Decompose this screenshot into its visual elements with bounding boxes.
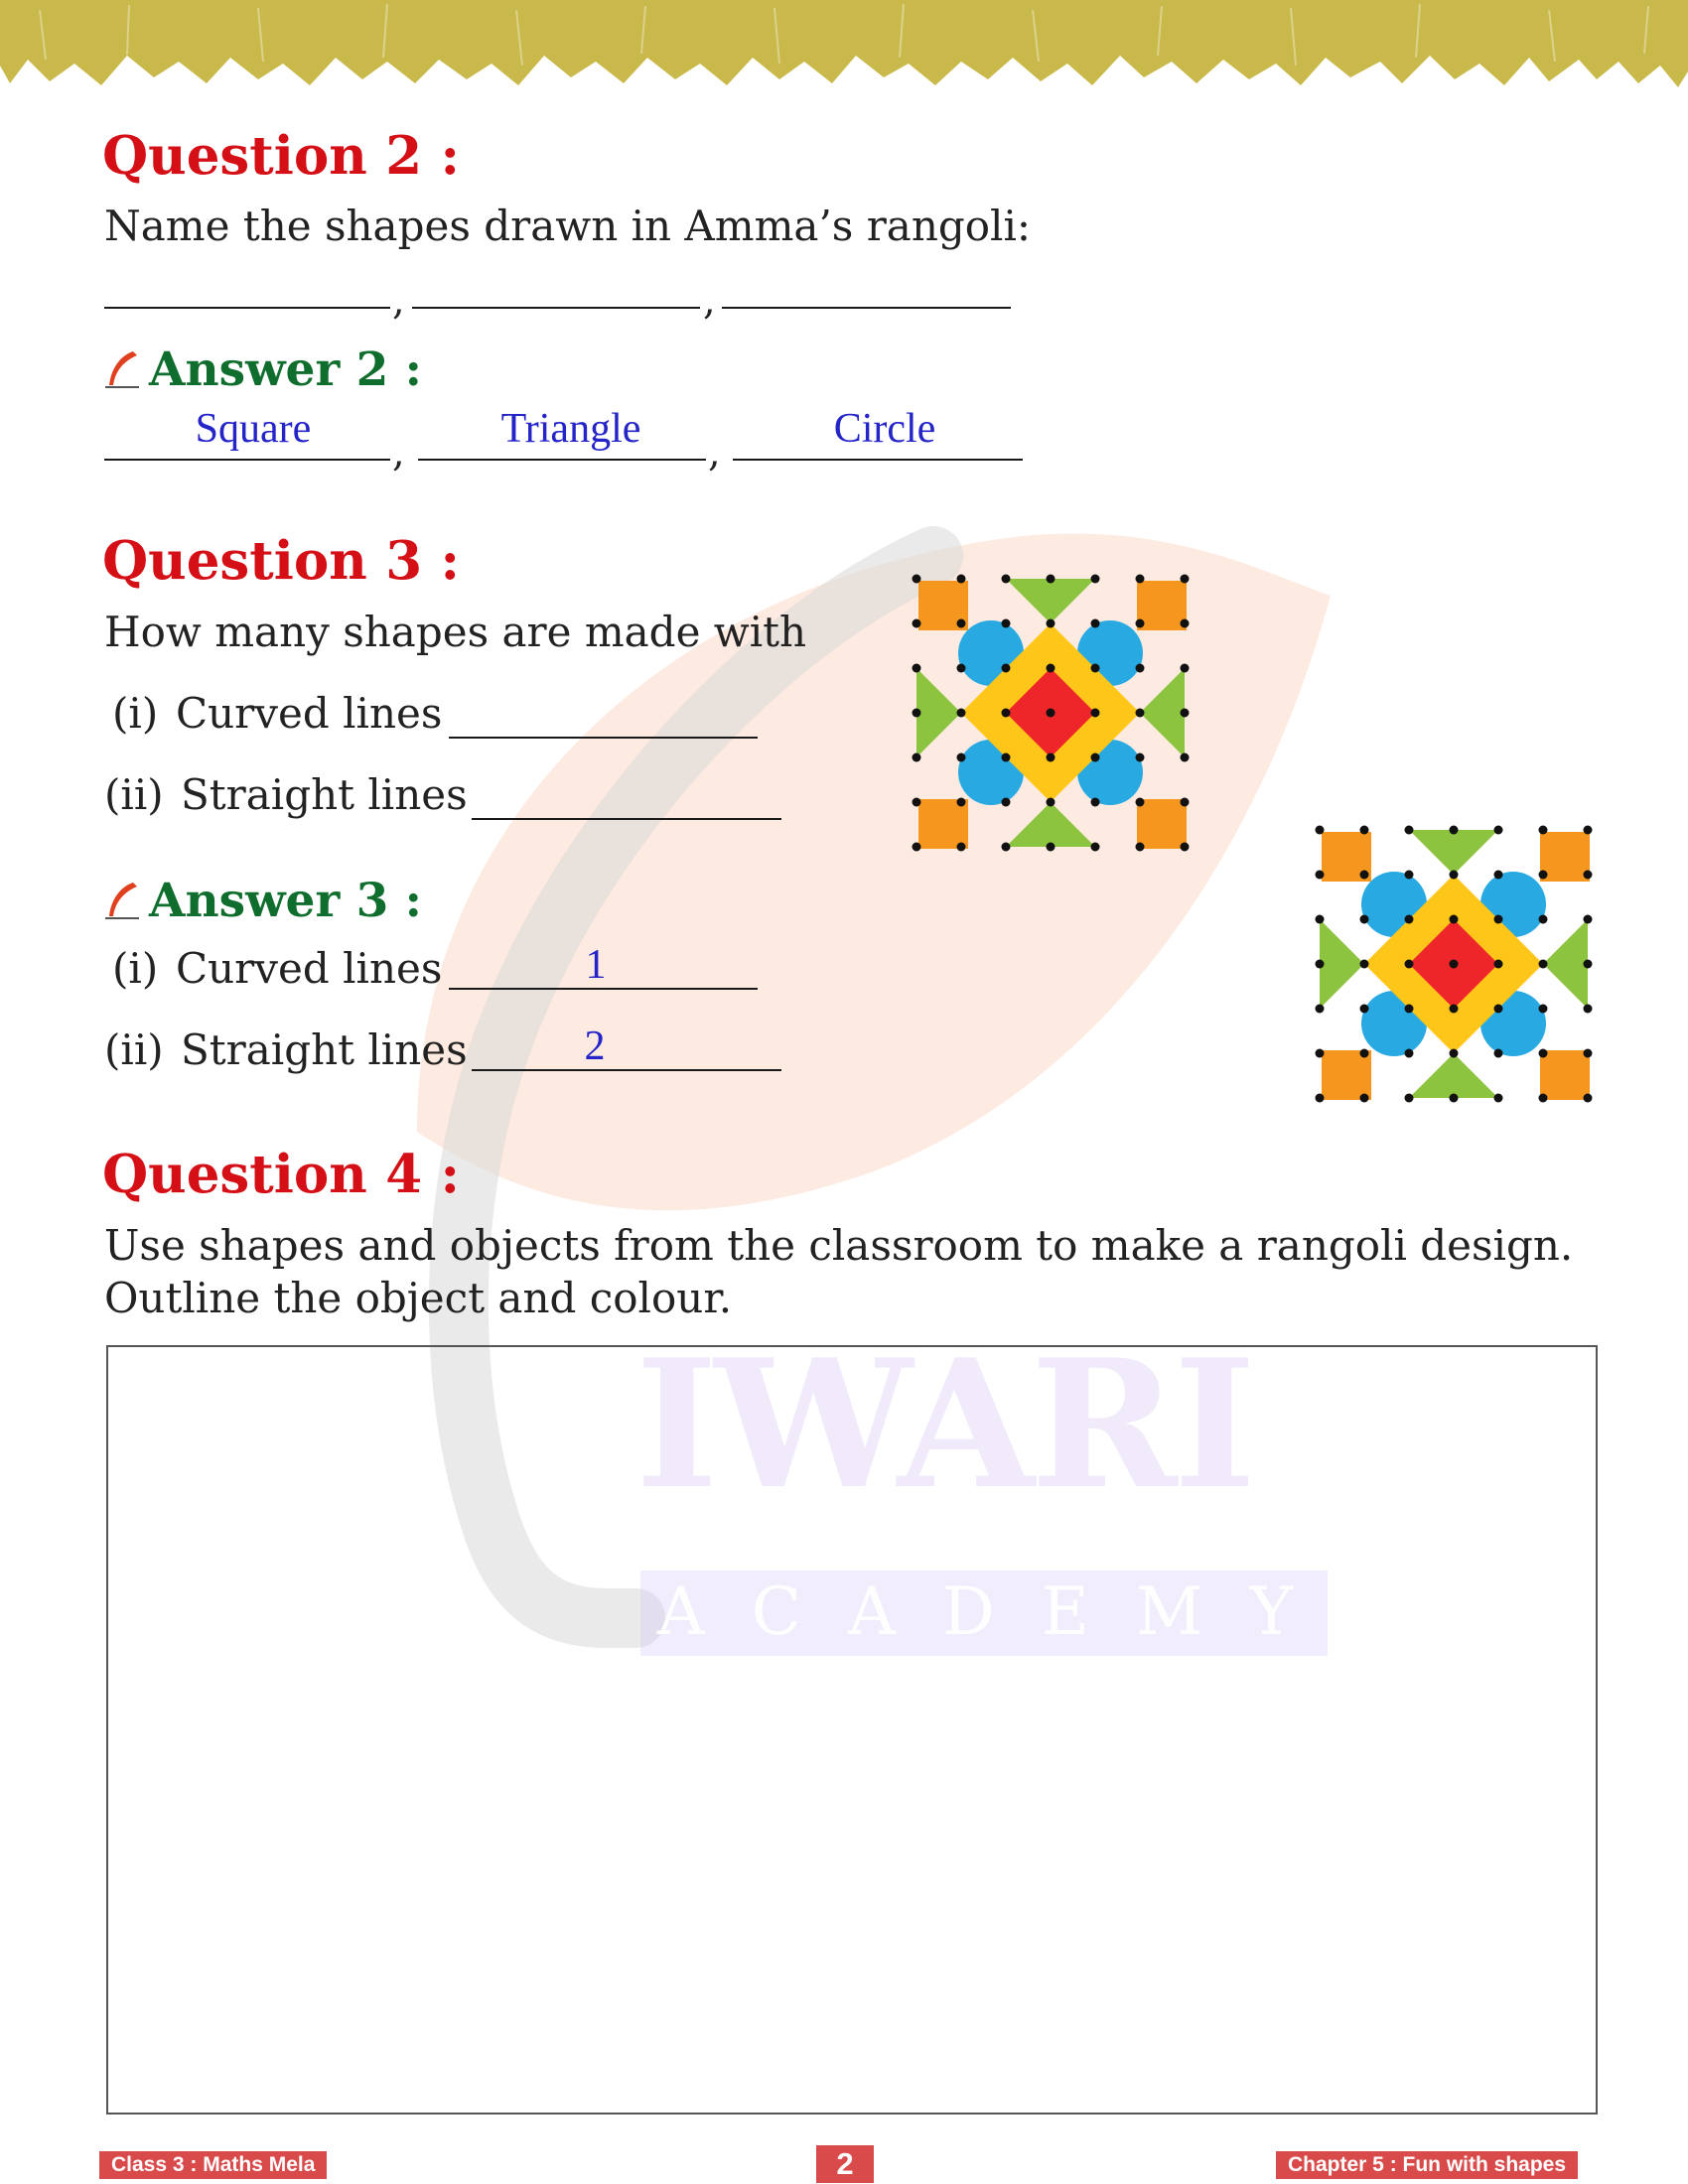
watermark-title: IWARI [635,1320,1253,1528]
rangoli-dot [1091,798,1100,807]
rangoli-dot [1539,960,1548,969]
question-2-text: Name the shapes drawn in Amma’s rangoli: [104,202,1032,250]
rangoli-dot [957,798,966,807]
question-3-item-2-label: (ii) [104,770,164,819]
rangoli-dot [1316,1005,1325,1014]
rangoli-dot [1091,619,1100,628]
footer-chapter-label: Chapter 5 : Fun with shapes [1276,2151,1578,2179]
rangoli-dot [913,753,921,762]
rangoli-dot [1450,871,1459,880]
rangoli-dot [1181,664,1190,673]
rangoli-dot [1136,753,1145,762]
rangoli-dot [957,709,966,718]
rangoli-triangle [1409,1053,1498,1098]
answer-3-line-2 [472,1069,781,1071]
rangoli-dot [1360,826,1369,835]
rangoli-dot [913,843,921,852]
rangoli-dot [1584,960,1593,969]
question-3-item-1-text: Curved lines [176,689,443,738]
answer-3-item-1-label: (i) [112,944,159,993]
rangoli-dot [1360,1094,1369,1103]
rangoli-dot [1539,871,1548,880]
rangoli-triangle [1543,919,1588,1009]
answer-2-line-1 [104,459,390,461]
rangoli-illustration-1 [897,559,1204,867]
rangoli-dot [1584,1005,1593,1014]
rangoli-dot [913,709,921,718]
answer-2-value-2: Triangle [500,406,641,452]
question-2-title: Question 2 : [102,125,461,187]
rangoli-triangle [1140,668,1185,757]
rangoli-dot [1091,709,1100,718]
answer-3-item-1-text: Curved lines [176,944,443,993]
rangoli-dot [1584,915,1593,924]
rangoli-dot [1136,843,1145,852]
pen-icon [103,349,141,389]
rangoli-dot [1136,575,1145,584]
rangoli-dot [1316,1049,1325,1058]
rangoli-dot [1316,871,1325,880]
question-2-blank-1 [104,307,390,309]
rangoli-dot [1450,915,1459,924]
rangoli-dot [957,619,966,628]
rangoli-dot [1539,1005,1548,1014]
rangoli-dot [1047,753,1055,762]
answer-2-title: Answer 2 : [149,342,423,397]
question-3-blank-2 [472,818,781,820]
rangoli-dot [1091,575,1100,584]
rangoli-dot [1405,1049,1414,1058]
rangoli-dot [1584,1049,1593,1058]
rangoli-dot [913,619,921,628]
rangoli-dot [1002,843,1011,852]
rangoli-square [918,799,968,849]
rangoli-dot [1494,826,1503,835]
rangoli-dot [1181,843,1190,852]
comma: , [703,278,716,324]
pen-icon [103,881,141,920]
rangoli-dot [1405,915,1414,924]
answer-2-line-3 [733,459,1023,461]
rangoli-dot [1360,1005,1369,1014]
footer-class-label: Class 3 : Maths Mela [99,2151,327,2179]
answer-3-value-2: 2 [584,1024,606,1069]
rangoli-dot [1405,1094,1414,1103]
top-brush-band [0,0,1688,99]
comma: , [392,278,405,324]
rangoli-dot [1494,960,1503,969]
page-number: 2 [816,2145,874,2183]
rangoli-dot [1360,960,1369,969]
rangoli-dot [1136,709,1145,718]
rangoli-dot [1047,575,1055,584]
rangoli-square [1137,581,1187,630]
rangoli-dot [1450,1094,1459,1103]
drawing-area-box[interactable] [106,1345,1598,2115]
rangoli-triangle [1006,579,1095,623]
question-3-title: Question 3 : [102,530,461,592]
rangoli-dot [1091,664,1100,673]
answer-2-value-3: Circle [833,406,936,452]
rangoli-dot [1047,798,1055,807]
rangoli-dot [1316,960,1325,969]
rangoli-square [1322,1050,1371,1100]
rangoli-dot [957,843,966,852]
question-2-blank-2 [412,307,700,309]
answer-3-item-2-text: Straight lines [181,1025,468,1074]
rangoli-dot [913,575,921,584]
rangoli-dot [1047,619,1055,628]
question-4-text-line-2: Outline the object and colour. [104,1274,733,1322]
rangoli-dot [1181,575,1190,584]
rangoli-dot [1584,826,1593,835]
rangoli-dot [1136,664,1145,673]
answer-3-line-1 [449,988,758,990]
rangoli-dot [1316,915,1325,924]
rangoli-dot [957,753,966,762]
rangoli-square [1137,799,1187,849]
rangoli-dot [1360,871,1369,880]
rangoli-triangle [1006,802,1095,847]
rangoli-dot [1539,1049,1548,1058]
rangoli-dot [1091,753,1100,762]
rangoli-dot [957,575,966,584]
question-3-text: How many shapes are made with [104,608,807,656]
rangoli-dot [1584,871,1593,880]
rangoli-dot [957,664,966,673]
question-3-item-2-text: Straight lines [181,770,468,819]
rangoli-dot [1360,1049,1369,1058]
rangoli-dot [1002,619,1011,628]
rangoli-dot [1181,619,1190,628]
rangoli-dot [913,798,921,807]
rangoli-dot [1002,575,1011,584]
rangoli-dot [1494,1049,1503,1058]
rangoli-dot [1316,1094,1325,1103]
answer-2-line-2 [418,459,706,461]
rangoli-dot [1091,843,1100,852]
rangoli-dot [1539,915,1548,924]
answer-2-value-1: Square [195,406,312,452]
question-3-blank-1 [449,737,758,739]
rangoli-dot [1539,826,1548,835]
rangoli-dot [1405,826,1414,835]
rangoli-dot [1539,1094,1548,1103]
rangoli-dot [1405,1005,1414,1014]
rangoli-triangle [1320,919,1364,1009]
rangoli-dot [1316,826,1325,835]
question-2-blank-3 [722,307,1011,309]
rangoli-dot [1181,798,1190,807]
rangoli-dot [1494,1094,1503,1103]
rangoli-dot [1584,1094,1593,1103]
rangoli-dot [1047,664,1055,673]
rangoli-triangle [1409,830,1498,875]
rangoli-dot [913,664,921,673]
rangoli-dot [1002,664,1011,673]
rangoli-dot [1002,753,1011,762]
answer-3-title: Answer 3 : [149,874,423,928]
rangoli-dot [1047,843,1055,852]
rangoli-square [1540,1050,1590,1100]
watermark-subtitle: ACADEMY [657,1573,1340,1650]
rangoli-dot [1450,960,1459,969]
rangoli-illustration-2 [1300,810,1608,1118]
answer-3-item-2-label: (ii) [104,1025,164,1074]
rangoli-triangle [916,668,961,757]
question-3-item-1-label: (i) [112,689,159,738]
rangoli-dot [1494,915,1503,924]
rangoli-dot [1494,871,1503,880]
rangoli-square [1540,832,1590,882]
comma: , [392,430,405,476]
rangoli-dot [1136,798,1145,807]
rangoli-dot [1405,960,1414,969]
rangoli-dot [1136,619,1145,628]
question-4-title: Question 4 : [102,1144,461,1205]
rangoli-dot [1360,915,1369,924]
rangoli-dot [1047,709,1055,718]
question-4-text-line-1: Use shapes and objects from the classroom to make a rangoli design. [104,1221,1574,1270]
rangoli-dot [1181,709,1190,718]
rangoli-dot [1450,826,1459,835]
rangoli-dot [1450,1049,1459,1058]
rangoli-dot [1450,1005,1459,1014]
rangoli-dot [1002,709,1011,718]
comma: , [708,430,721,476]
rangoli-dot [1494,1005,1503,1014]
rangoli-dot [1002,798,1011,807]
rangoli-dot [1181,753,1190,762]
answer-3-value-1: 1 [585,942,607,988]
rangoli-dot [1405,871,1414,880]
